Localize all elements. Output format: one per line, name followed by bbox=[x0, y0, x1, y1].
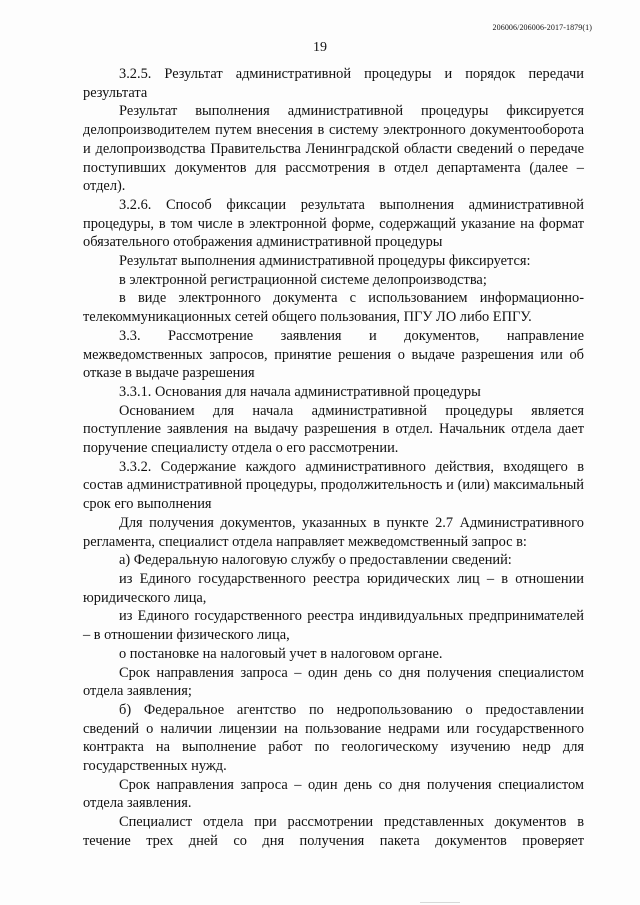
paragraph: Основанием для начала административной процедуры является поступление заявления на выдачу разрешения в отдел. Начальник отдела дает поручение специалисту отдела о его рассмотрении. bbox=[83, 402, 584, 457]
paragraph: в электронной регистрационной системе делопроизводства; bbox=[119, 271, 487, 288]
paragraph: Результат выполнения административной процедуры фиксируется: bbox=[119, 253, 531, 270]
paragraph: Срок направления запроса – один день со дня получения специалистом отдела заявления; bbox=[83, 664, 584, 700]
paragraph: из Единого государственного реестра индивидуальных предпринимателей – в отношении физического лица, bbox=[83, 608, 584, 644]
paragraph: б) Федеральное агентство по недропользованию о предоставлении сведений о наличии лицензии на пользование недрами или государственного контракта на выполнение работ по геологическому изучению недр для государственных нужд. bbox=[83, 701, 584, 775]
paragraph: 3.2.6. Способ фиксации результата выполнения административной процедуры, в том числе в электронной форме, содержащий указание на формат обязательного отображения административной процедуры bbox=[83, 196, 584, 251]
paragraph: 3.3.1. Основания для начала административной процедуры bbox=[119, 383, 481, 400]
paragraph: 3.3.2. Содержание каждого административного действия, входящего в состав административной процедуры, продолжительность и (или) максимальный срок его выполнения bbox=[83, 458, 584, 513]
paragraph: 3.2.5. Результат административной процедуры и порядок передачи результата bbox=[83, 66, 584, 101]
paragraph: а) Федеральную налоговую службу о предоставлении сведений: bbox=[119, 552, 512, 569]
document-id: 206006/206006-2017-1879(1) bbox=[492, 23, 592, 32]
paragraph: Результат выполнения административной процедуры фиксируется делопроизводителем путем внесения в систему электронного документооборота и делопроизводства Правительства Ленинградской области сведений о передаче поступивших документов для рассмотрения в отдел департамента (далее – отдел). bbox=[83, 103, 584, 195]
paragraph: Срок направления запроса – один день со дня получения специалистом отдела заявления. bbox=[83, 776, 584, 812]
paragraph: из Единого государственного реестра юридических лиц – в отношении юридического лица, bbox=[83, 570, 584, 606]
page-number: 19 bbox=[313, 40, 327, 55]
paragraph: 3.3. Рассмотрение заявления и документов, направление межведомственных запросов, принятие решения о выдаче разрешения или об отказе в выдаче разрешения bbox=[83, 327, 584, 382]
paragraph: Для получения документов, указанных в пункте 2.7 Административного регламента, специалист отдела направляет межведомственный запрос в: bbox=[83, 514, 584, 550]
paragraph: в виде электронного документа с использованием информационно-телекоммуникационных сетей общего пользования, ПГУ ЛО либо ЕПГУ. bbox=[83, 290, 584, 326]
scan-mark bbox=[420, 902, 460, 903]
paragraph: о постановке на налоговый учет в налоговом органе. bbox=[119, 645, 443, 662]
paragraph: Специалист отдела при рассмотрении представленных документов в течение трех дней со дня получения пакета документов проверяет bbox=[83, 814, 584, 849]
document-body bbox=[83, 65, 584, 851]
